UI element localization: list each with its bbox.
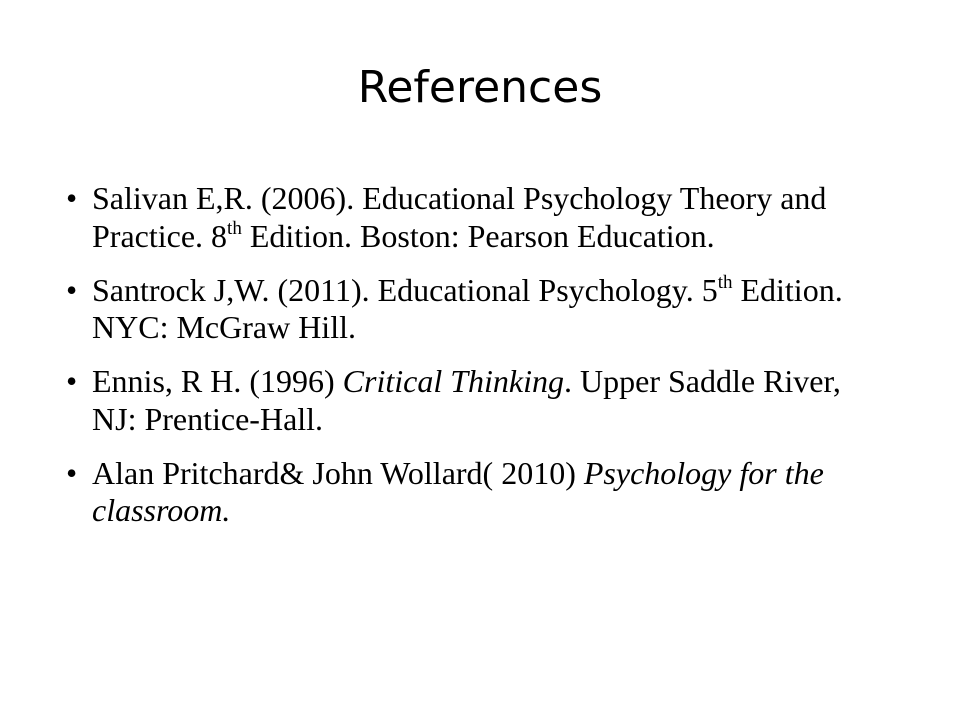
bullet-icon: • (66, 454, 78, 491)
reference-text: Alan Pritchard& John Wollard( 2010) (92, 454, 584, 491)
reference-item (66, 272, 886, 348)
book-title: Psychology for the classroom. (92, 454, 824, 529)
reference-item (66, 455, 886, 531)
reference-text-cont: Edition. NYC: McGraw Hill. (92, 271, 843, 346)
reference-item (66, 363, 886, 439)
superscript-ordinal: th (717, 271, 733, 293)
bullet-icon: • (66, 180, 78, 216)
reference-text-cont: . Upper Saddle River, NJ: Prentice-Hall. (92, 363, 841, 437)
reference-text: Santrock J,W. (2011). Educational Psychology. 5 (92, 271, 718, 308)
reference-item (66, 180, 886, 256)
bullet-icon: • (66, 363, 78, 399)
reference-text: Salivan E,R. (2006). Educational Psychology Theory and Practice. 8 (92, 180, 827, 254)
slide-title: References (357, 62, 603, 113)
reference-text-cont: Edition. Boston: Pearson Education. (241, 217, 715, 254)
superscript-ordinal: th (227, 217, 242, 239)
reference-text: Ennis, R H. (1996) (92, 363, 343, 399)
reference-list (66, 180, 886, 546)
book-title: Critical Thinking (342, 363, 564, 399)
bullet-icon: • (66, 271, 78, 308)
